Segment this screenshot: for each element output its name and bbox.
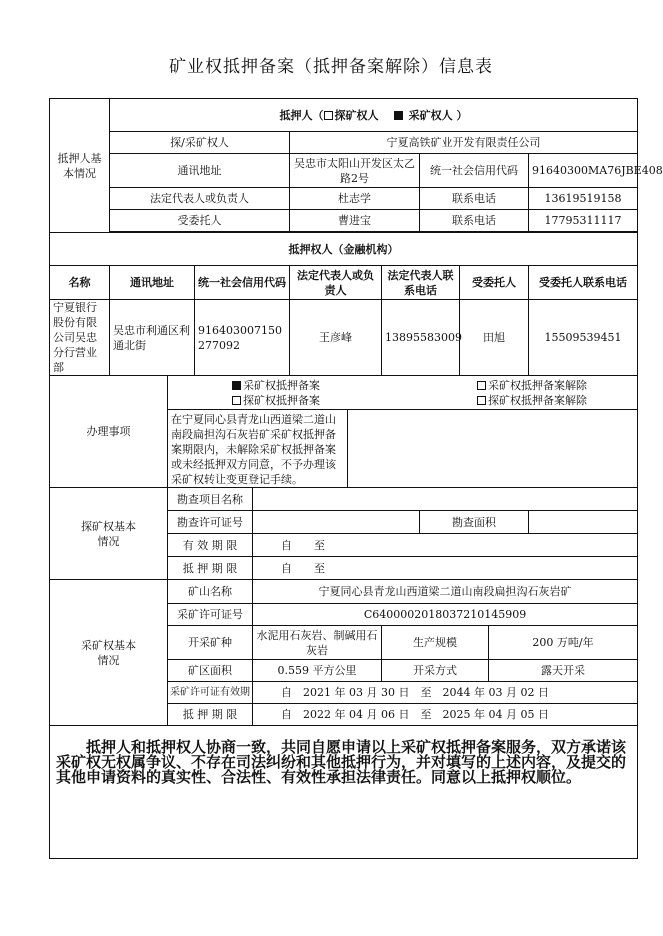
- matters-label: 办理事项: [50, 376, 168, 488]
- exploration-project-label: 勘查项目名称: [168, 488, 253, 511]
- address-label: 通讯地址: [110, 154, 290, 188]
- holder-label: 探/采矿权人: [110, 132, 290, 154]
- option-exploration-mortgage: 探矿权抵押备案: [232, 393, 320, 408]
- mining-valid-label: 采矿许可证有效期: [168, 682, 253, 704]
- mortgagee-header-address: 通讯地址: [110, 266, 195, 300]
- commitment-statement: 抵押人和抵押权人协商一致，共同自愿申请以上采矿权抵押备案服务，双方承诺该采矿权无权属争议、不存在司法纠纷和其他抵押行为，并对填写的上述内容，及提交的其他申请资料的真实性、合法性、有效性承担法律责任。同意以上抵押权顺位。: [50, 726, 638, 859]
- option-mining-release: 采矿权抵押备案解除: [477, 378, 587, 393]
- mine-name-label: 矿山名称: [168, 580, 253, 604]
- option-mining-mortgage: 采矿权抵押备案: [232, 378, 320, 393]
- legal-phone-label: 联系电话: [420, 188, 529, 210]
- mortgagee-agent-phone: 15509539451: [529, 300, 638, 376]
- exploration-area-value: [529, 511, 638, 534]
- option-exploration-release: 探矿权抵押备案解除: [477, 393, 587, 408]
- mining-valid-value: 自 2021 年 03 月 30 日 至 2044 年 03 月 02 日: [253, 682, 638, 704]
- exploration-section-label: 探矿权基本情况: [50, 488, 168, 580]
- exploration-valid-label: 有 效 期 限: [168, 534, 253, 557]
- checkbox-icon: [477, 396, 486, 405]
- exploration-permit-label: 勘查许可证号: [168, 511, 253, 534]
- mine-name-value: 宁夏同心县青龙山西道梁二道山南段扁担沟石灰岩矿: [253, 580, 638, 604]
- exploration-permit-value: [253, 511, 420, 534]
- mining-mortgage-label: 抵 押 期 限: [168, 704, 253, 726]
- agent-value: 曹进宝: [290, 210, 420, 232]
- mortgagor-heading: 抵押人（ 探矿权人 采矿权人 ）: [110, 99, 638, 132]
- method-value: 露天开采: [489, 660, 638, 682]
- mortgagor-section-label: 抵押人基本情况: [50, 99, 110, 233]
- legal-rep-value: 杜志学: [290, 188, 420, 210]
- exploration-area-label: 勘查面积: [420, 511, 529, 534]
- scale-label: 生产规模: [382, 626, 489, 660]
- checkbox-icon: [232, 396, 241, 405]
- mortgagee-legal-phone: 13895583009: [382, 300, 460, 376]
- mining-mortgage-value: 自 2022 年 04 月 06 日 至 2025 年 04 月 05 日: [253, 704, 638, 726]
- mortgagee-address: 吴忠市利通区利通北街: [110, 300, 195, 376]
- exploration-project-value: [253, 488, 638, 511]
- mining-permit-label: 采矿许可证号: [168, 604, 253, 626]
- matters-options: [168, 376, 638, 410]
- legal-rep-label: 法定代表人或负责人: [110, 188, 290, 210]
- mine-area-value: 0.559 平方公里: [253, 660, 382, 682]
- mortgagee-header-agent-phone: 受委托人联系电话: [529, 266, 638, 300]
- scale-value: 200 万吨/年: [489, 626, 638, 660]
- page-title: 矿业权抵押备案（抵押备案解除）信息表: [169, 57, 493, 77]
- credit-code-label: 统一社会信用代码: [420, 154, 529, 188]
- legal-phone-value: 13619519158: [529, 188, 638, 210]
- mortgagee-name: 宁夏银行股份有限公司吴忠分行营业部: [50, 300, 110, 376]
- info-form-table: [49, 98, 663, 859]
- agent-phone-value: 17795311117: [529, 210, 638, 232]
- exploration-valid-value: 自 至: [253, 534, 638, 557]
- mortgagee-agent: 田旭: [460, 300, 529, 376]
- mortgagee-header-legal-phone: 法定代表人联系电话: [382, 266, 460, 300]
- method-label: 开采方式: [382, 660, 489, 682]
- mineral-value: 水泥用石灰岩、制碱用石灰岩: [253, 626, 382, 660]
- mine-area-label: 矿区面积: [168, 660, 253, 682]
- checkbox-icon: [477, 381, 486, 390]
- explorer-checkbox-icon: [324, 111, 333, 120]
- agent-label: 受委托人: [110, 210, 290, 232]
- credit-code-value: 91640300MA76JBE408: [529, 154, 638, 188]
- mortgagee-header-agent: 受委托人: [460, 266, 529, 300]
- mortgagee-header-legal: 法定代表人或负责人: [290, 266, 382, 300]
- agent-phone-label: 联系电话: [420, 210, 529, 232]
- mortgagee-header-credit: 统一社会信用代码: [195, 266, 290, 300]
- mining-section-label: 采矿权基本情况: [50, 580, 168, 726]
- mortgagee-credit: 916403007150277092: [195, 300, 290, 376]
- exploration-mortgage-value: 自 至: [253, 557, 638, 580]
- exploration-mortgage-label: 抵 押 期 限: [168, 557, 253, 580]
- matters-note: 在宁夏同心县青龙山西道梁二道山南段扁担沟石灰岩矿采矿权抵押备案期限内，未解除采矿权抵押备案或未经抵押双方同意，不予办理该采矿权转让变更登记手续。: [168, 410, 348, 488]
- mortgagee-header-name: 名称: [50, 266, 110, 300]
- mineral-label: 开采矿种: [168, 626, 253, 660]
- mortgagee-legal: 王彦峰: [290, 300, 382, 376]
- address-value: 吴忠市太阳山开发区太乙路2号: [290, 154, 420, 188]
- checked-box-icon: [232, 381, 241, 390]
- holder-value: 宁夏高铁矿业开发有限责任公司: [290, 132, 638, 154]
- mortgagee-heading: 抵押权人（金融机构）: [50, 233, 638, 266]
- miner-checkbox-checked-icon: [394, 111, 403, 120]
- mining-permit-value: C6400002018037210145909: [253, 604, 638, 626]
